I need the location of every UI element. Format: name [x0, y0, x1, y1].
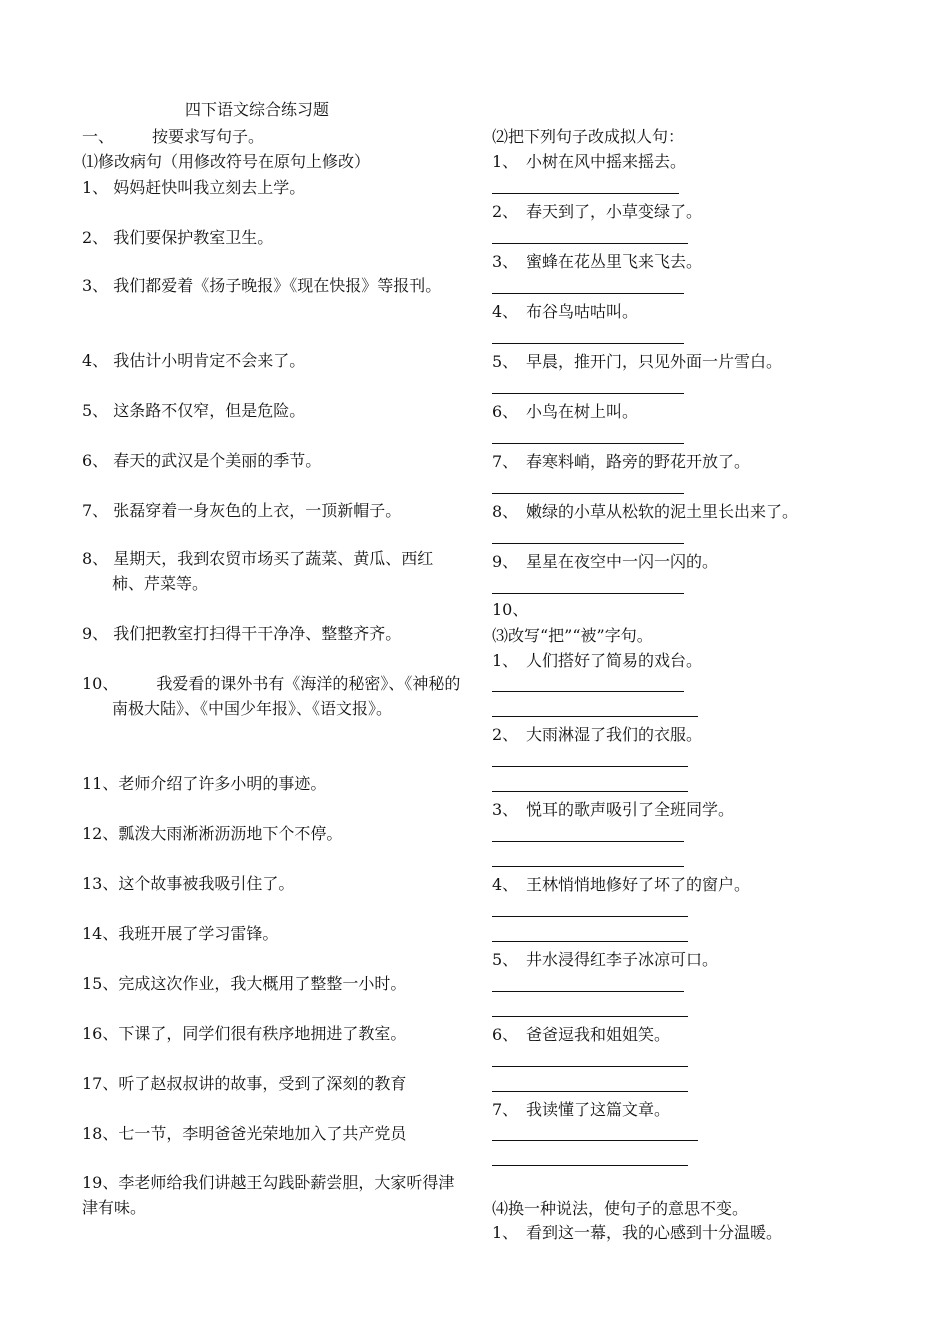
part4-title: ⑷换一种说法，使句子的意思不变。 [492, 1199, 749, 1218]
answer-line[interactable] [492, 916, 688, 917]
list-item: 17、听了赵叔叔讲的故事，受到了深刻的教育 [82, 1074, 407, 1093]
answer-line[interactable] [492, 791, 688, 792]
answer-line[interactable] [492, 716, 698, 717]
list-item: 2、 大雨淋湿了我们的衣服。 [492, 725, 703, 744]
answer-line[interactable] [492, 766, 688, 767]
answer-line[interactable] [492, 991, 684, 992]
answer-line[interactable] [492, 1165, 688, 1166]
list-item: 9、 星星在夜空中一闪一闪的。 [492, 552, 719, 571]
list-item: 6、 春天的武汉是个美丽的季节。 [82, 451, 322, 470]
answer-line[interactable] [492, 493, 684, 494]
list-item: 13、这个故事被我吸引住了。 [82, 874, 295, 893]
list-item: 6、 小鸟在树上叫。 [492, 402, 639, 421]
list-item: 5、 早晨，推开门，只见外面一片雪白。 [492, 352, 783, 371]
answer-line[interactable] [492, 941, 688, 942]
answer-line[interactable] [492, 293, 684, 294]
list-item: 5、 井水浸得红李子冰凉可口。 [492, 950, 719, 969]
list-item: 6、 爸爸逗我和姐姐笑。 [492, 1025, 671, 1044]
list-item: 8、 星期天，我到农贸市场买了蔬菜、黄瓜、西红柿、芹菜等。 [82, 549, 434, 593]
list-item: 7、 张磊穿着一身灰色的上衣，一顶新帽子。 [82, 501, 402, 520]
list-item: 7、 我读懂了这篇文章。 [492, 1100, 671, 1119]
answer-line[interactable] [492, 443, 684, 444]
list-item: 9、 我们把教室打扫得干干净净、整整齐齐。 [82, 624, 402, 643]
list-item: 1、 小树在风中摇来摇去。 [492, 152, 687, 171]
part2-title: ⑵把下列句子改成拟人句： [492, 127, 685, 146]
list-item: 18、七一节，李明爸爸光荣地加入了共产党员 [82, 1124, 407, 1143]
answer-line[interactable] [492, 1140, 698, 1141]
section-heading: 一、 按要求写句子。 [82, 127, 265, 146]
answer-line[interactable] [492, 691, 684, 692]
answer-line[interactable] [492, 866, 684, 867]
page-title: 四下语文综合练习题 [185, 100, 330, 119]
answer-line[interactable] [492, 343, 684, 344]
list-item: 10、 我爱看的课外书有《海洋的秘密》、《神秘的南极大陆》、《中国少年报》、《语文报》。 [82, 674, 461, 718]
list-item: 12、瓢泼大雨淅淅沥沥地下个不停。 [82, 824, 343, 843]
list-item: 3、 我们都爱着《扬子晚报》《现在快报》等报刊。 [82, 276, 442, 295]
part3-title: ⑶改写“把”“被”字句。 [492, 626, 653, 645]
answer-line[interactable] [492, 193, 679, 194]
list-item: 16、下课了，同学们很有秩序地拥进了教室。 [82, 1024, 407, 1043]
list-item: 3、 蜜蜂在花丛里飞来飞去。 [492, 252, 703, 271]
list-item: 1、 看到这一幕，我的心感到十分温暖。 [492, 1223, 783, 1242]
answer-line[interactable] [492, 1066, 688, 1067]
answer-line[interactable] [492, 543, 684, 544]
answer-line[interactable] [492, 1091, 688, 1092]
answer-line[interactable] [492, 593, 684, 594]
list-item: 4、 布谷鸟咕咕叫。 [492, 302, 639, 321]
list-item: 8、 嫩绿的小草从松软的泥土里长出来了。 [492, 502, 799, 521]
list-item: 4、 王林悄悄地修好了坏了的窗户。 [492, 875, 751, 894]
answer-line[interactable] [492, 1016, 688, 1017]
list-item: 19、李老师给我们讲越王勾践卧薪尝胆，大家听得津津有味。 [82, 1173, 455, 1217]
list-item: 14、我班开展了学习雷锋。 [82, 924, 279, 943]
part1-title: ⑴修改病句（用修改符号在原句上修改） [82, 152, 371, 171]
list-item: 11、老师介绍了许多小明的事迹。 [82, 774, 327, 793]
answer-line[interactable] [492, 393, 684, 394]
answer-line[interactable] [492, 243, 688, 244]
list-item: 15、完成这次作业，我大概用了整整一小时。 [82, 974, 407, 993]
list-item: 2、 春天到了，小草变绿了。 [492, 202, 703, 221]
list-item: 3、 悦耳的歌声吸引了全班同学。 [492, 800, 735, 819]
list-item: 4、 我估计小明肯定不会来了。 [82, 351, 306, 370]
list-item: 1、 妈妈赶快叫我立刻去上学。 [82, 178, 306, 197]
list-item: 5、 这条路不仅窄，但是危险。 [82, 401, 306, 420]
list-item: 1、 人们搭好了简易的戏台。 [492, 651, 703, 670]
answer-line[interactable] [492, 841, 684, 842]
list-item: 10、 [492, 600, 529, 619]
list-item: 2、 我们要保护教室卫生。 [82, 228, 274, 247]
list-item: 7、 春寒料峭，路旁的野花开放了。 [492, 452, 751, 471]
